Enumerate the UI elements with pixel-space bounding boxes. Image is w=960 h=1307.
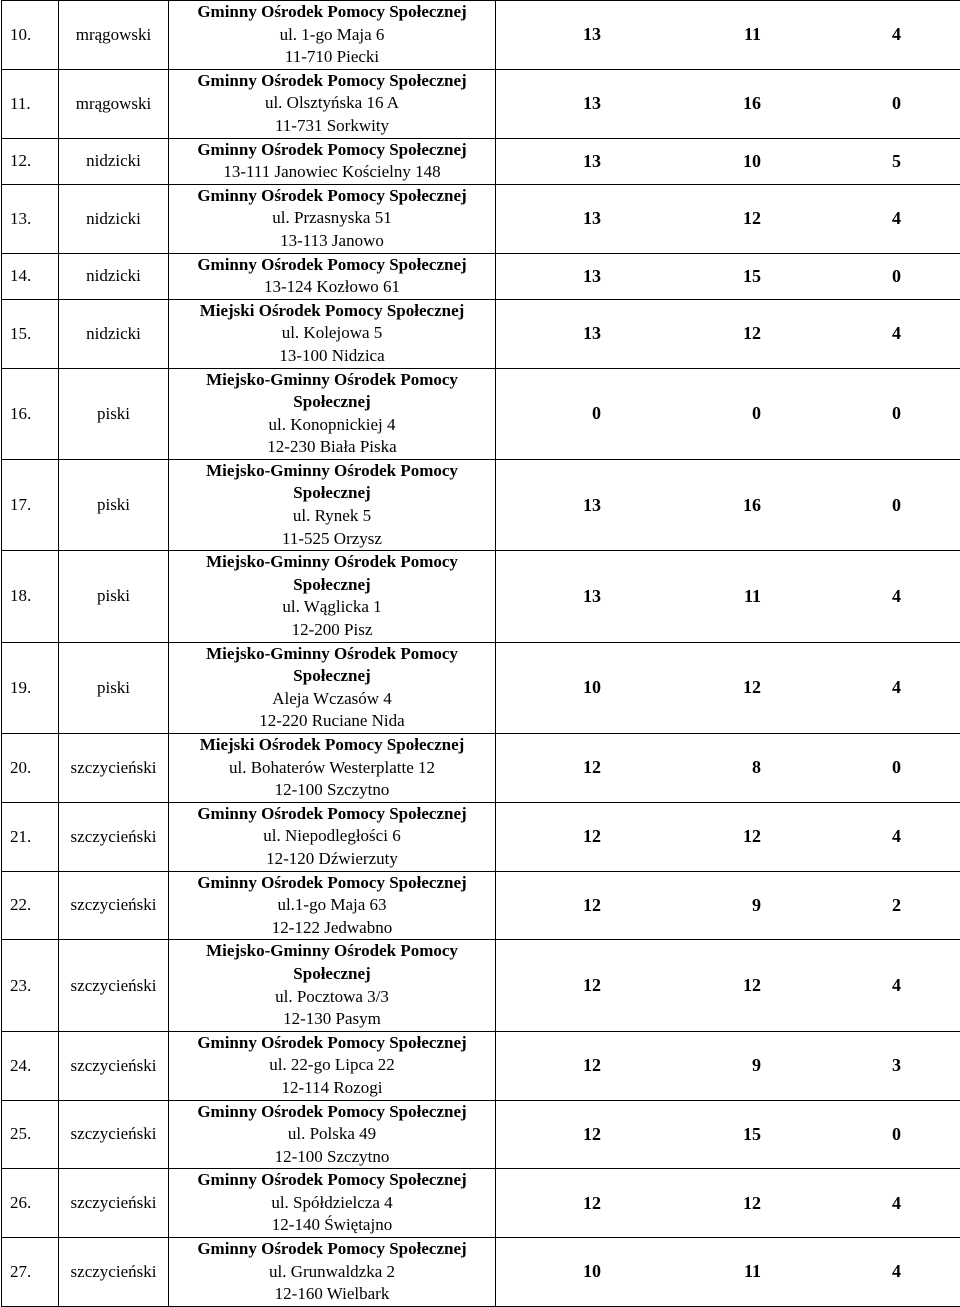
institution-name-line: Gminny Ośrodek Pomocy Społecznej — [169, 803, 495, 826]
address-line: ul. 22-go Lipca 22 — [169, 1054, 495, 1077]
value-3: 0 — [761, 403, 901, 424]
institution-name-line: Gminny Ośrodek Pomocy Społecznej — [169, 1, 495, 24]
address-line: 12-200 Pisz — [169, 619, 495, 642]
value-3: 2 — [761, 895, 901, 916]
value-2: 12 — [601, 208, 761, 229]
row-number: 19. — [2, 642, 59, 733]
institution-name-line: Społecznej — [169, 963, 495, 986]
county-name: piski — [59, 459, 169, 550]
values-cell — [496, 940, 960, 1031]
institution-cell — [169, 1238, 496, 1307]
value-3: 0 — [761, 495, 901, 516]
row-number: 21. — [2, 802, 59, 871]
institution-name-line: Gminny Ośrodek Pomocy Społecznej — [169, 1238, 495, 1261]
address-line: ul. Spółdzielcza 4 — [169, 1192, 495, 1215]
table-row — [2, 459, 960, 550]
institution-name-line: Gminny Ośrodek Pomocy Społecznej — [169, 185, 495, 208]
institution-name-line: Gminny Ośrodek Pomocy Społecznej — [169, 70, 495, 93]
value-1: 12 — [496, 975, 601, 996]
row-number: 24. — [2, 1031, 59, 1100]
institution-cell — [169, 368, 496, 459]
institution-cell — [169, 1031, 496, 1100]
institution-name-line: Miejsko-Gminny Ośrodek Pomocy — [169, 460, 495, 483]
address-line: 12-160 Wielbark — [169, 1283, 495, 1306]
value-1: 10 — [496, 677, 601, 698]
institution-cell — [169, 299, 496, 368]
value-3: 4 — [761, 1193, 901, 1214]
table-row — [2, 1, 960, 70]
address-line: 12-114 Rozogi — [169, 1077, 495, 1100]
values-cell — [496, 1169, 960, 1238]
address-line: 13-113 Janowo — [169, 230, 495, 253]
county-name: piski — [59, 642, 169, 733]
row-number: 17. — [2, 459, 59, 550]
value-3: 0 — [761, 266, 901, 287]
institution-cell — [169, 1, 496, 70]
institution-cell — [169, 184, 496, 253]
value-1: 13 — [496, 495, 601, 516]
county-name: piski — [59, 551, 169, 642]
institution-cell — [169, 940, 496, 1031]
value-2: 12 — [601, 323, 761, 344]
table-row — [2, 184, 960, 253]
address-line: 12-122 Jedwabno — [169, 917, 495, 940]
table-row — [2, 1169, 960, 1238]
table-row — [2, 642, 960, 733]
row-number: 16. — [2, 368, 59, 459]
institution-name-line: Miejski Ośrodek Pomocy Społecznej — [169, 734, 495, 757]
county-name: szczycieński — [59, 1100, 169, 1169]
values-cell — [496, 1, 960, 70]
address-line: ul. Bohaterów Westerplatte 12 — [169, 757, 495, 780]
county-name: piski — [59, 368, 169, 459]
value-3: 4 — [761, 24, 901, 45]
institutions-table — [1, 0, 960, 1307]
table-row — [2, 734, 960, 803]
value-2: 15 — [601, 1124, 761, 1145]
value-1: 13 — [496, 24, 601, 45]
value-3: 5 — [761, 151, 901, 172]
table-row — [2, 138, 960, 184]
address-line: ul. Olsztyńska 16 A — [169, 92, 495, 115]
address-line: ul. Grunwaldzka 2 — [169, 1261, 495, 1284]
values-cell — [496, 184, 960, 253]
institution-name-line: Miejsko-Gminny Ośrodek Pomocy — [169, 940, 495, 963]
value-3: 4 — [761, 586, 901, 607]
values-cell — [496, 871, 960, 940]
value-2: 10 — [601, 151, 761, 172]
row-number: 20. — [2, 734, 59, 803]
values-cell — [496, 1031, 960, 1100]
values-cell — [496, 299, 960, 368]
value-2: 8 — [601, 757, 761, 778]
value-2: 11 — [601, 24, 761, 45]
value-2: 11 — [601, 1261, 761, 1282]
address-line: ul. Konopnickiej 4 — [169, 414, 495, 437]
address-line: 12-100 Szczytno — [169, 779, 495, 802]
address-line: 12-120 Dźwierzuty — [169, 848, 495, 871]
value-1: 13 — [496, 323, 601, 344]
row-number: 13. — [2, 184, 59, 253]
value-2: 16 — [601, 495, 761, 516]
institution-name-line: Miejsko-Gminny Ośrodek Pomocy — [169, 643, 495, 666]
value-2: 12 — [601, 975, 761, 996]
address-line: 12-140 Świętajno — [169, 1214, 495, 1237]
address-line: 13-111 Janowiec Kościelny 148 — [169, 161, 495, 184]
address-line: 11-525 Orzysz — [169, 528, 495, 551]
address-line: ul.1-go Maja 63 — [169, 894, 495, 917]
row-number: 25. — [2, 1100, 59, 1169]
value-1: 13 — [496, 266, 601, 287]
table-row — [2, 69, 960, 138]
table-row — [2, 1031, 960, 1100]
institution-name-line: Gminny Ośrodek Pomocy Społecznej — [169, 872, 495, 895]
table-row — [2, 802, 960, 871]
value-1: 12 — [496, 757, 601, 778]
value-2: 9 — [601, 895, 761, 916]
value-3: 0 — [761, 757, 901, 778]
values-cell — [496, 1238, 960, 1307]
address-line: ul. Pocztowa 3/3 — [169, 986, 495, 1009]
county-name: nidzicki — [59, 299, 169, 368]
value-3: 4 — [761, 677, 901, 698]
table-row — [2, 253, 960, 299]
address-line: ul. 1-go Maja 6 — [169, 24, 495, 47]
table-row — [2, 299, 960, 368]
value-3: 3 — [761, 1055, 901, 1076]
table-row — [2, 1238, 960, 1307]
table-body — [2, 1, 960, 1307]
address-line: ul. Przasnyska 51 — [169, 207, 495, 230]
institution-cell — [169, 871, 496, 940]
values-cell — [496, 642, 960, 733]
institution-name-line: Społecznej — [169, 665, 495, 688]
address-line: 12-230 Biała Piska — [169, 436, 495, 459]
institution-cell — [169, 551, 496, 642]
county-name: mrągowski — [59, 1, 169, 70]
county-name: szczycieński — [59, 1169, 169, 1238]
county-name: nidzicki — [59, 253, 169, 299]
value-1: 12 — [496, 1124, 601, 1145]
value-2: 12 — [601, 826, 761, 847]
county-name: nidzicki — [59, 138, 169, 184]
value-1: 13 — [496, 586, 601, 607]
county-name: szczycieński — [59, 871, 169, 940]
address-line: ul. Niepodległości 6 — [169, 825, 495, 848]
values-cell — [496, 459, 960, 550]
institution-name-line: Społecznej — [169, 574, 495, 597]
value-3: 4 — [761, 975, 901, 996]
county-name: szczycieński — [59, 802, 169, 871]
values-cell — [496, 551, 960, 642]
row-number: 10. — [2, 1, 59, 70]
institution-cell — [169, 734, 496, 803]
values-cell — [496, 1100, 960, 1169]
row-number: 12. — [2, 138, 59, 184]
address-line: 11-710 Piecki — [169, 46, 495, 69]
institution-cell — [169, 69, 496, 138]
value-2: 0 — [601, 403, 761, 424]
row-number: 11. — [2, 69, 59, 138]
table-row — [2, 1100, 960, 1169]
value-1: 12 — [496, 1193, 601, 1214]
value-1: 12 — [496, 1055, 601, 1076]
county-name: szczycieński — [59, 1031, 169, 1100]
value-2: 12 — [601, 1193, 761, 1214]
values-cell — [496, 368, 960, 459]
value-3: 4 — [761, 1261, 901, 1282]
institution-name-line: Gminny Ośrodek Pomocy Społecznej — [169, 254, 495, 277]
values-cell — [496, 253, 960, 299]
institution-name-line: Miejski Ośrodek Pomocy Społecznej — [169, 300, 495, 323]
institution-name-line: Gminny Ośrodek Pomocy Społecznej — [169, 139, 495, 162]
value-2: 11 — [601, 586, 761, 607]
institution-name-line: Gminny Ośrodek Pomocy Społecznej — [169, 1032, 495, 1055]
row-number: 26. — [2, 1169, 59, 1238]
county-name: szczycieński — [59, 940, 169, 1031]
address-line: 12-130 Pasym — [169, 1008, 495, 1031]
value-3: 0 — [761, 1124, 901, 1145]
row-number: 27. — [2, 1238, 59, 1307]
row-number: 15. — [2, 299, 59, 368]
address-line: 13-100 Nidzica — [169, 345, 495, 368]
row-number: 18. — [2, 551, 59, 642]
institution-name-line: Miejsko-Gminny Ośrodek Pomocy — [169, 369, 495, 392]
table-row — [2, 871, 960, 940]
value-2: 15 — [601, 266, 761, 287]
table-row — [2, 551, 960, 642]
county-name: szczycieński — [59, 734, 169, 803]
address-line: ul. Wąglicka 1 — [169, 596, 495, 619]
value-2: 12 — [601, 677, 761, 698]
value-1: 13 — [496, 208, 601, 229]
value-3: 4 — [761, 208, 901, 229]
address-line: 12-220 Ruciane Nida — [169, 710, 495, 733]
institution-cell — [169, 138, 496, 184]
institution-name-line: Społecznej — [169, 482, 495, 505]
address-line: ul. Polska 49 — [169, 1123, 495, 1146]
row-number: 14. — [2, 253, 59, 299]
county-name: szczycieński — [59, 1238, 169, 1307]
values-cell — [496, 69, 960, 138]
address-line: 11-731 Sorkwity — [169, 115, 495, 138]
institution-cell — [169, 1100, 496, 1169]
institution-name-line: Miejsko-Gminny Ośrodek Pomocy — [169, 551, 495, 574]
address-line: Aleja Wczasów 4 — [169, 688, 495, 711]
values-cell — [496, 802, 960, 871]
value-2: 16 — [601, 93, 761, 114]
value-1: 12 — [496, 826, 601, 847]
institution-cell — [169, 642, 496, 733]
address-line: ul. Kolejowa 5 — [169, 322, 495, 345]
county-name: mrągowski — [59, 69, 169, 138]
value-3: 4 — [761, 826, 901, 847]
row-number: 22. — [2, 871, 59, 940]
table-row — [2, 368, 960, 459]
value-3: 0 — [761, 93, 901, 114]
institution-cell — [169, 802, 496, 871]
address-line: ul. Rynek 5 — [169, 505, 495, 528]
county-name: nidzicki — [59, 184, 169, 253]
value-1: 10 — [496, 1261, 601, 1282]
institution-cell — [169, 1169, 496, 1238]
institution-cell — [169, 459, 496, 550]
values-cell — [496, 734, 960, 803]
address-line: 13-124 Kozłowo 61 — [169, 276, 495, 299]
institution-name-line: Gminny Ośrodek Pomocy Społecznej — [169, 1169, 495, 1192]
table-row — [2, 940, 960, 1031]
values-cell — [496, 138, 960, 184]
address-line: 12-100 Szczytno — [169, 1146, 495, 1169]
row-number: 23. — [2, 940, 59, 1031]
value-1: 0 — [496, 403, 601, 424]
value-2: 9 — [601, 1055, 761, 1076]
value-3: 4 — [761, 323, 901, 344]
institution-name-line: Społecznej — [169, 391, 495, 414]
value-1: 13 — [496, 151, 601, 172]
value-1: 12 — [496, 895, 601, 916]
value-1: 13 — [496, 93, 601, 114]
institution-name-line: Gminny Ośrodek Pomocy Społecznej — [169, 1101, 495, 1124]
institution-cell — [169, 253, 496, 299]
